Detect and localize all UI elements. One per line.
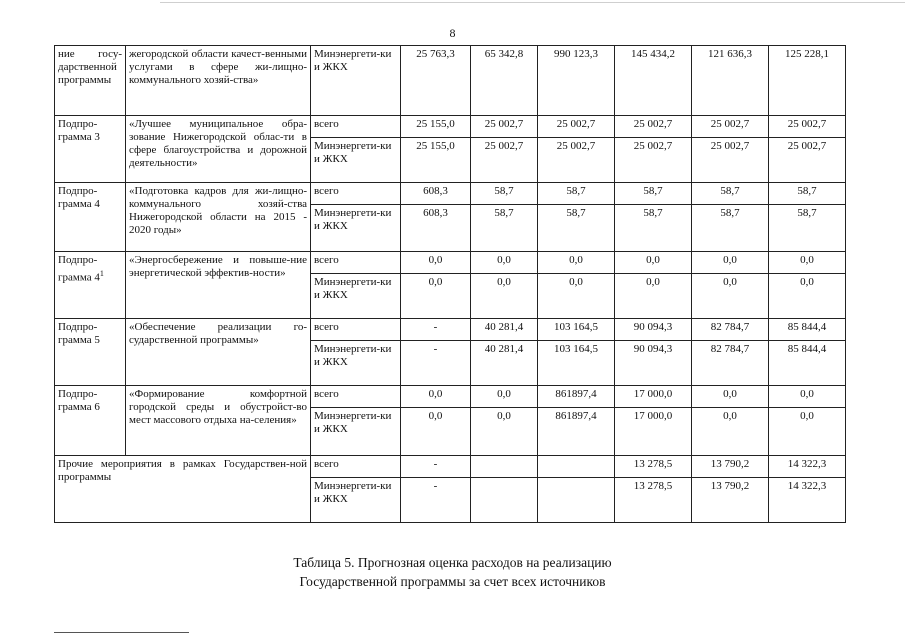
- table-caption-line-2: Государственной программы за счет всех источников: [299, 574, 606, 589]
- program-cell: [55, 46, 126, 116]
- value-cell: 25 002,7: [692, 138, 769, 183]
- value-cell: 0,0: [692, 252, 769, 274]
- executor-cell: всего: [311, 183, 401, 205]
- program-cell: [55, 116, 126, 183]
- value-cell: 0,0: [615, 252, 692, 274]
- value-cell: 25 155,0: [401, 116, 471, 138]
- description-cell: «Обеспечение реализации го-сударственной программы»: [126, 319, 311, 386]
- value-cell: 103 164,5: [538, 341, 615, 386]
- value-cell: 0,0: [471, 408, 538, 456]
- value-cell: 85 844,4: [769, 341, 846, 386]
- footnote-rule: [54, 632, 189, 633]
- table-row: [55, 116, 846, 138]
- value-cell: 103 164,5: [538, 319, 615, 341]
- value-cell: 58,7: [615, 205, 692, 252]
- value-cell: 0,0: [692, 408, 769, 456]
- value-cell: 58,7: [692, 205, 769, 252]
- program-label: Подпро-грамма 6: [58, 388, 100, 413]
- value-cell: 861897,4: [538, 408, 615, 456]
- value-cell: 25 002,7: [471, 116, 538, 138]
- table-row: [55, 386, 846, 408]
- value-cell: 0,0: [769, 274, 846, 319]
- executor-cell: Минэнергети-ки и ЖКХ: [311, 478, 401, 523]
- value-cell: 13 278,5: [615, 478, 692, 523]
- program-cell: [55, 319, 126, 386]
- value-cell: -: [401, 478, 471, 523]
- description-cell: жегородской области качест-венными услугами в сфере жи-лищно-коммунального хозяй-ства»: [126, 46, 311, 116]
- table-row: [55, 252, 846, 274]
- value-cell: 58,7: [615, 183, 692, 205]
- value-cell: 0,0: [769, 386, 846, 408]
- value-cell: 0,0: [615, 274, 692, 319]
- value-cell: 125 228,1: [769, 46, 846, 116]
- executor-cell: Минэнергети-ки и ЖКХ: [311, 408, 401, 456]
- value-cell: 0,0: [692, 274, 769, 319]
- program-cell: [55, 183, 126, 252]
- value-cell: 85 844,4: [769, 319, 846, 341]
- table-row: [55, 183, 846, 205]
- value-cell: 82 784,7: [692, 319, 769, 341]
- description-cell: «Лучшее муниципальное обра-зование Нижегородской облас-ти в сфере благоустройства и дорожной деятельности»: [126, 116, 311, 183]
- value-cell: 25 002,7: [615, 116, 692, 138]
- value-cell: 990 123,3: [538, 46, 615, 116]
- page-top-rule: [160, 2, 905, 3]
- executor-cell: Минэнергети-ки и ЖКХ: [311, 138, 401, 183]
- value-cell: 58,7: [692, 183, 769, 205]
- value-cell: 608,3: [401, 183, 471, 205]
- value-cell: [471, 456, 538, 478]
- description-cell: «Энергосбережение и повыше-ние энергетической эффектив-ности»: [126, 252, 311, 319]
- program-label: ние госу-дарственной программы: [58, 48, 122, 86]
- measure-label-cell: Прочие мероприятия в рамках Государствен-ной программы: [55, 456, 311, 523]
- value-cell: 861897,4: [538, 386, 615, 408]
- value-cell: 0,0: [471, 386, 538, 408]
- value-cell: 82 784,7: [692, 341, 769, 386]
- value-cell: 25 763,3: [401, 46, 471, 116]
- executor-cell: всего: [311, 116, 401, 138]
- table-row: [55, 319, 846, 341]
- value-cell: 17 000,0: [615, 408, 692, 456]
- value-cell: 58,7: [769, 205, 846, 252]
- executor-cell: Минэнергети-ки и ЖКХ: [311, 341, 401, 386]
- value-cell: 25 002,7: [538, 138, 615, 183]
- value-cell: 58,7: [538, 205, 615, 252]
- value-cell: 40 281,4: [471, 319, 538, 341]
- value-cell: 0,0: [471, 274, 538, 319]
- value-cell: 25 002,7: [471, 138, 538, 183]
- page-number: 8: [449, 26, 456, 40]
- value-cell: 13 278,5: [615, 456, 692, 478]
- value-cell: 145 434,2: [615, 46, 692, 116]
- value-cell: 65 342,8: [471, 46, 538, 116]
- executor-cell: всего: [311, 386, 401, 408]
- value-cell: 14 322,3: [769, 478, 846, 523]
- value-cell: 25 002,7: [615, 138, 692, 183]
- value-cell: 0,0: [471, 252, 538, 274]
- value-cell: 0,0: [538, 274, 615, 319]
- description-cell: «Подготовка кадров для жи-лищно-коммунального хозяй-ства Нижегородской области на 2015 - 2020 годы»: [126, 183, 311, 252]
- table-row: [55, 46, 846, 116]
- program-cell: [55, 386, 126, 456]
- value-cell: 14 322,3: [769, 456, 846, 478]
- value-cell: 90 094,3: [615, 341, 692, 386]
- value-cell: 0,0: [769, 408, 846, 456]
- table-caption: [0, 553, 905, 591]
- value-cell: 40 281,4: [471, 341, 538, 386]
- program-cell: [55, 252, 126, 319]
- value-cell: 58,7: [769, 183, 846, 205]
- value-cell: 58,7: [538, 183, 615, 205]
- expenditure-table-body: [55, 46, 846, 523]
- value-cell: 0,0: [769, 252, 846, 274]
- value-cell: -: [401, 341, 471, 386]
- executor-cell: всего: [311, 319, 401, 341]
- description-cell: «Формирование комфортной городской среды и обустройст-во мест массового отдыха на-селения»: [126, 386, 311, 456]
- value-cell: 25 002,7: [769, 138, 846, 183]
- value-cell: 0,0: [401, 408, 471, 456]
- value-cell: [538, 478, 615, 523]
- value-cell: 58,7: [471, 183, 538, 205]
- value-cell: 0,0: [538, 252, 615, 274]
- value-cell: [538, 456, 615, 478]
- value-cell: 0,0: [401, 386, 471, 408]
- value-cell: 13 790,2: [692, 456, 769, 478]
- program-label: Подпро-грамма 4: [58, 254, 100, 284]
- program-label: Подпро-грамма 3: [58, 118, 100, 143]
- value-cell: 0,0: [401, 252, 471, 274]
- executor-cell: Минэнергети-ки и ЖКХ: [311, 205, 401, 252]
- value-cell: 0,0: [692, 386, 769, 408]
- value-cell: 121 636,3: [692, 46, 769, 116]
- value-cell: 25 002,7: [692, 116, 769, 138]
- table-row: [55, 456, 846, 478]
- table-caption-line-1: Таблица 5. Прогнозная оценка расходов на реализацию: [293, 555, 612, 570]
- value-cell: 25 002,7: [538, 116, 615, 138]
- expenditure-table: [54, 45, 846, 523]
- value-cell: 90 094,3: [615, 319, 692, 341]
- value-cell: 58,7: [471, 205, 538, 252]
- executor-cell: всего: [311, 456, 401, 478]
- value-cell: 25 002,7: [769, 116, 846, 138]
- executor-cell: Минэнергети-ки и ЖКХ: [311, 46, 401, 116]
- value-cell: -: [401, 456, 471, 478]
- executor-cell: Минэнергети-ки и ЖКХ: [311, 274, 401, 319]
- program-superscript: 1: [99, 269, 104, 278]
- value-cell: [471, 478, 538, 523]
- program-label: Подпро-грамма 4: [58, 185, 100, 210]
- value-cell: 17 000,0: [615, 386, 692, 408]
- program-label: Подпро-грамма 5: [58, 321, 100, 346]
- value-cell: 608,3: [401, 205, 471, 252]
- executor-cell: всего: [311, 252, 401, 274]
- value-cell: 13 790,2: [692, 478, 769, 523]
- value-cell: 0,0: [401, 274, 471, 319]
- value-cell: 25 155,0: [401, 138, 471, 183]
- value-cell: -: [401, 319, 471, 341]
